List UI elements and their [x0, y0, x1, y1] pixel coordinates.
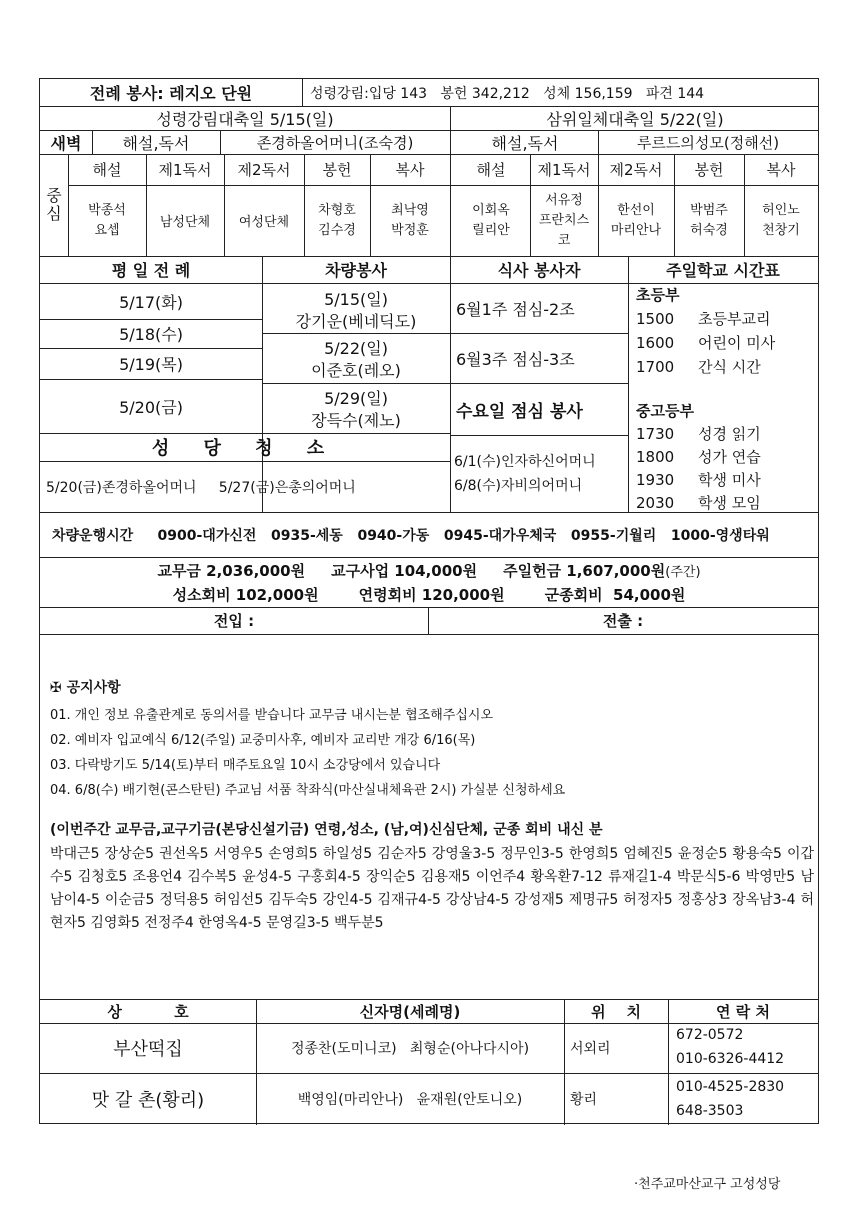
bulletin-page [39, 78, 819, 1124]
business-header-owner: 신자명(세례명) [359, 1002, 461, 1021]
left-noon-reading1: 남성단체 [159, 215, 211, 230]
business-header-contact: 연 락 처 [716, 1002, 770, 1021]
car-service-3 [262, 383, 450, 433]
car-service-2 [262, 333, 450, 383]
business-row-1-phone2: 010-6326-4412 [676, 1051, 785, 1067]
car-service-2-name: 이준호(레오) [311, 360, 401, 380]
transfer-out: 전출 : [602, 612, 644, 630]
cleaning-title: 성 당 청 소 [151, 438, 339, 459]
contributors-title: (이번주간 교무금,교구기금(본당신설기금) 연령,성소, (남,여)신심단체, 군종 회비 내신 분 [50, 822, 603, 838]
school-elem-row: 1500 초등부교리 [636, 310, 771, 328]
right-noon-offertory: 박범주 허숙경 [690, 202, 728, 238]
right-noon-reading2: 한선이 마리안나 [610, 202, 662, 238]
school-middle-row: 1930 학생 미사 [636, 471, 761, 489]
left-noon-offertory: 차형호 김수경 [318, 202, 356, 238]
notice-item: 01. 개인 정보 유출관계로 동의서를 받습니다 교무금 내시는분 협조해주십시오 [50, 708, 494, 723]
car-service-1-date: 5/15(일) [324, 289, 388, 309]
business-row-2-contact [676, 1075, 818, 1125]
right-noon-commentary: 이회옥 릴리안 [472, 202, 510, 238]
finance-tithe: 교무금 2,036,000원 [157, 562, 306, 580]
business-row-1-location: 서외리 [570, 1041, 611, 1057]
left-feast-title: 성령강림대축일 5/15(일) [156, 109, 334, 129]
right-role-server: 복사 [766, 161, 796, 179]
dawn-label: 새벽 [50, 133, 82, 153]
finance-diocese: 교구사업 104,000원 [331, 562, 478, 580]
school-elem-row: 1700 간식 시간 [636, 358, 761, 376]
notice-item: 02. 예비자 입교예식 6/12(주일) 교중미사후, 예비자 교리반 개강 6/16(목) [50, 733, 476, 748]
finance-vocation: 성소회비 102,000원 [172, 586, 319, 604]
meal-row-2: 6월3주 점심-3조 [456, 349, 575, 369]
business-header-location: 위 치 [591, 1002, 641, 1021]
sacrament-stats: 성령강림:입당 143 봉헌 342,212 성체 156,159 파견 144 [310, 85, 705, 102]
finance-line-2 [40, 582, 818, 607]
right-dawn-group: 루르드의성모(정해선) [636, 133, 780, 152]
weekday-mass-header: 평 일 전 례 [111, 261, 191, 280]
business-row-2-phone2: 648-3503 [676, 1103, 744, 1119]
left-role-reading2: 제2독서 [237, 161, 291, 179]
business-row-1-phone1: 672-0572 [676, 1027, 744, 1043]
business-row-2-location: 황리 [570, 1092, 598, 1108]
right-role-offertory: 봉헌 [694, 161, 724, 179]
car-service-header: 차량봉사 [325, 261, 387, 280]
business-row-1-name: 부산떡집 [113, 1039, 183, 1060]
school-middle-row: 2030 학생 모임 [636, 494, 761, 512]
left-role-reading1: 제1독서 [158, 161, 212, 179]
school-elementary [636, 283, 816, 379]
notices-title: ✠ 공지사항 [50, 680, 121, 696]
left-noon-commentary: 박종석 요셉 [88, 202, 126, 238]
finance-sunday-offering: 주일헌금 1,607,000원 [503, 562, 666, 580]
weekday-date-3: 5/19(목) [119, 355, 183, 374]
business-row-2-owners: 백영임(마리안나) 윤재원(안토니오) [297, 1092, 523, 1108]
finance-line-1 [40, 558, 818, 583]
right-dawn-role: 해설,독서 [491, 133, 559, 153]
left-role-commentary: 해설 [92, 161, 122, 179]
right-role-reading1: 제1독서 [537, 161, 591, 179]
left-role-offertory: 봉헌 [322, 161, 352, 179]
car-service-3-date: 5/29(일) [324, 388, 388, 408]
car-service-2-date: 5/22(일) [324, 338, 388, 358]
school-elem-row: 1600 어린이 미사 [636, 334, 776, 352]
left-noon-reading2: 여성단체 [238, 215, 290, 230]
business-row-2-name: 맛 갈 촌(황리) [91, 1090, 205, 1111]
left-noon-server: 최낙영 박정훈 [391, 202, 429, 238]
school-elementary-title: 초등부 [636, 286, 680, 304]
right-role-commentary: 해설 [476, 161, 506, 179]
cleaning-text: 5/20(금)존경하올어머니 5/27(금)은총의어머니 [46, 479, 356, 496]
bus-schedule: 차량운행시간 0900-대가신전 0935-세동 0940-가동 0945-대가우체국 0955-기월리 1000-영생타워 [52, 527, 770, 544]
sunday-school-header: 주일학교 시간표 [666, 261, 780, 280]
finance-military: 군종회비 54,000원 [544, 586, 686, 604]
footer-parish: ·천주교마산교구 고성성당 [634, 1177, 781, 1192]
notice-item: 04. 6/8(수) 배기현(콘스탄틴) 주교님 서품 착좌식(마산실내체육관 2시) 가실분 신청하세요 [50, 783, 566, 798]
liturgy-service-title: 전례 봉사: 레지오 단원 [89, 84, 253, 103]
meal-service-header: 식사 봉사자 [497, 261, 581, 280]
meal-row-1: 6월1주 점심-2조 [456, 299, 575, 319]
weekday-date-1: 5/17(화) [119, 292, 183, 312]
notice-item: 03. 다락방기도 5/14(토)부터 매주토요일 10시 소강당에서 있습니다 [50, 758, 441, 773]
business-row-2-phone1: 010-4525-2830 [676, 1079, 785, 1095]
noon-label: 중 심 [46, 186, 62, 223]
left-dawn-group: 존경하올어머니(조숙경) [256, 133, 414, 152]
school-middle-row: 1800 성가 연습 [636, 448, 761, 466]
business-row-1-owners: 정종찬(도미니코) 최형순(아나다시아) [290, 1041, 530, 1057]
left-dawn-role: 해설,독서 [122, 133, 190, 153]
school-middle [636, 399, 816, 515]
notices [50, 673, 820, 803]
school-middle-row: 1730 성경 읽기 [636, 425, 761, 443]
weekday-date-4: 5/20(금) [119, 397, 183, 417]
right-noon-server: 허인노 천창기 [762, 202, 800, 238]
right-noon-reading1: 서유정 프란치스 코 [538, 192, 590, 248]
finance-funeral: 연령회비 120,000원 [358, 586, 505, 604]
car-service-1-name: 강기운(베네딕도) [295, 311, 417, 331]
right-feast-title: 삼위일체대축일 5/22(일) [546, 109, 724, 129]
contributors [50, 819, 814, 935]
meal-wednesday: 수요일 점심 봉사 [456, 401, 583, 422]
contributors-list: 박대근5 장상순5 권선옥5 서영우5 손영희5 하일성5 김순자5 강영울3-5 정무인3-5 한영희5 엄혜진5 윤정순5 황용숙5 이갑수5 김청호5 조용언4 김수복5 윤성4-5 구홍회4-5 장익순5 김용재5 이언주4 황옥환7-12 류재길1-4 박문식5-6 박영만5 남남이4-5 이순금5 정덕용5 허임선5 김두숙5 강인4-5 김재규4-5 강상남4-5 강성재5 제명규5 허정자5 정홍상3 장옥남3-4 허현자5 김영화5 전정주4 한영옥4-5 문영길3-5 백두분5 [50, 846, 814, 931]
business-row-1-contact [676, 1023, 818, 1073]
finance-weekly-note: (주간) [665, 565, 701, 580]
transfer-in: 전입 : [213, 612, 255, 630]
weekday-date-2: 5/18(수) [119, 325, 183, 344]
school-middle-title: 중고등부 [636, 402, 694, 420]
car-service-3-name: 장득수(제노) [311, 410, 401, 430]
meal-wednesday-list: 6/1(수)인자하신어머니 6/8(수)자비의어머니 [454, 453, 596, 494]
car-service-1 [262, 283, 450, 333]
left-role-server: 복사 [395, 161, 425, 179]
right-role-reading2: 제2독서 [609, 161, 663, 179]
business-header-name: 상 호 [107, 1002, 189, 1021]
